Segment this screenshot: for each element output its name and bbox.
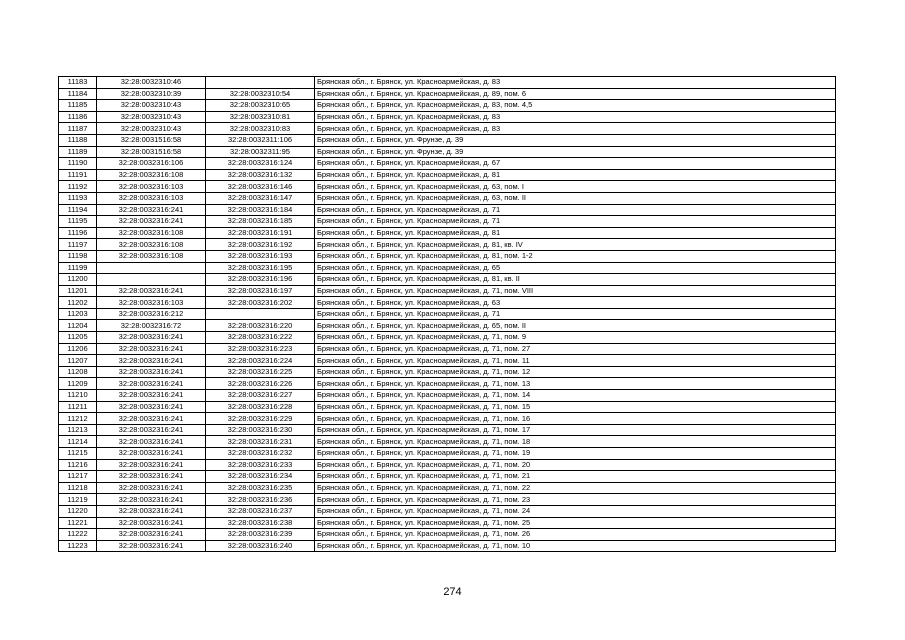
row-number-cell: 11206	[59, 343, 97, 355]
table-row	[59, 378, 836, 390]
object-cadastral-number-cell: 32:28:0032316:227	[206, 390, 315, 402]
table-row	[59, 401, 836, 413]
row-number-cell: 11221	[59, 517, 97, 529]
object-cadastral-number-cell: 32:28:0032310:81	[206, 111, 315, 123]
object-cadastral-number-cell: 32:28:0032316:240	[206, 540, 315, 552]
address-cell: Брянская обл., г. Брянск, ул. Красноармейская, д. 71, пом. 26	[315, 529, 836, 541]
parcel-cadastral-number-cell: 32:28:0032316:241	[97, 285, 206, 297]
table-row	[59, 517, 836, 529]
address-cell: Брянская обл., г. Брянск, ул. Красноармейская, д. 83	[315, 123, 836, 135]
row-number-cell: 11194	[59, 204, 97, 216]
page-number: 274	[443, 586, 462, 598]
table-row	[59, 250, 836, 262]
parcel-cadastral-number-cell: 32:28:0032316:108	[97, 250, 206, 262]
object-cadastral-number-cell: 32:28:0032316:185	[206, 216, 315, 228]
parcel-cadastral-number-cell: 32:28:0032316:241	[97, 471, 206, 483]
parcel-cadastral-number-cell: 32:28:0032316:72	[97, 320, 206, 332]
address-cell: Брянская обл., г. Брянск, ул. Красноармейская, д. 71, пом. 20	[315, 459, 836, 471]
address-cell: Брянская обл., г. Брянск, ул. Красноармейская, д. 71, пом. 14	[315, 390, 836, 402]
address-cell: Брянская обл., г. Брянск, ул. Красноармейская, д. 83	[315, 77, 836, 89]
table-row	[59, 471, 836, 483]
address-cell: Брянская обл., г. Брянск, ул. Красноармейская, д. 71, пом. 13	[315, 378, 836, 390]
object-cadastral-number-cell: 32:28:0032310:83	[206, 123, 315, 135]
address-cell: Брянская обл., г. Брянск, ул. Красноармейская, д. 71, пом. 25	[315, 517, 836, 529]
table-row	[59, 146, 836, 158]
row-number-cell: 11186	[59, 111, 97, 123]
object-cadastral-number-cell: 32:28:0032311:95	[206, 146, 315, 158]
object-cadastral-number-cell: 32:28:0032316:230	[206, 424, 315, 436]
object-cadastral-number-cell: 32:28:0032316:132	[206, 169, 315, 181]
table-row	[59, 494, 836, 506]
row-number-cell: 11200	[59, 274, 97, 286]
row-number-cell: 11189	[59, 146, 97, 158]
table-row	[59, 181, 836, 193]
object-cadastral-number-cell: 32:28:0032316:222	[206, 332, 315, 344]
parcel-cadastral-number-cell: 32:28:0032310:46	[97, 77, 206, 89]
address-cell: Брянская обл., г. Брянск, ул. Красноармейская, д. 71	[315, 204, 836, 216]
object-cadastral-number-cell: 32:28:0032316:184	[206, 204, 315, 216]
row-number-cell: 11209	[59, 378, 97, 390]
table-row	[59, 134, 836, 146]
parcel-cadastral-number-cell: 32:28:0032316:241	[97, 505, 206, 517]
table-row	[59, 274, 836, 286]
address-cell: Брянская обл., г. Брянск, ул. Красноармейская, д. 71, пом. 16	[315, 413, 836, 425]
address-cell: Брянская обл., г. Брянск, ул. Фрунзе, д. 39	[315, 146, 836, 158]
parcel-cadastral-number-cell: 32:28:0032316:108	[97, 239, 206, 251]
parcel-cadastral-number-cell: 32:28:0032316:241	[97, 343, 206, 355]
address-cell: Брянская обл., г. Брянск, ул. Красноармейская, д. 81, пом. 1-2	[315, 250, 836, 262]
row-number-cell: 11196	[59, 227, 97, 239]
table-row	[59, 320, 836, 332]
address-cell: Брянская обл., г. Брянск, ул. Красноармейская, д. 71, пом. 19	[315, 448, 836, 460]
parcel-cadastral-number-cell: 32:28:0032316:241	[97, 401, 206, 413]
table-row	[59, 297, 836, 309]
row-number-cell: 11215	[59, 448, 97, 460]
parcel-cadastral-number-cell: 32:28:0032316:108	[97, 169, 206, 181]
table-row	[59, 332, 836, 344]
object-cadastral-number-cell: 32:28:0032316:191	[206, 227, 315, 239]
row-number-cell: 11203	[59, 308, 97, 320]
parcel-cadastral-number-cell	[97, 274, 206, 286]
object-cadastral-number-cell: 32:28:0032316:225	[206, 366, 315, 378]
address-cell: Брянская обл., г. Брянск, ул. Красноармейская, д. 71, пом. 9	[315, 332, 836, 344]
row-number-cell: 11202	[59, 297, 97, 309]
table-row	[59, 123, 836, 135]
row-number-cell: 11208	[59, 366, 97, 378]
address-cell: Брянская обл., г. Брянск, ул. Красноармейская, д. 63	[315, 297, 836, 309]
address-cell: Брянская обл., г. Брянск, ул. Красноармейская, д. 67	[315, 158, 836, 170]
table-row	[59, 285, 836, 297]
address-cell: Брянская обл., г. Брянск, ул. Красноармейская, д. 71, пом. 12	[315, 366, 836, 378]
parcel-cadastral-number-cell: 32:28:0032316:241	[97, 413, 206, 425]
object-cadastral-number-cell: 32:28:0032316:234	[206, 471, 315, 483]
row-number-cell: 11212	[59, 413, 97, 425]
row-number-cell: 11205	[59, 332, 97, 344]
address-cell: Брянская обл., г. Брянск, ул. Фрунзе, д. 39	[315, 134, 836, 146]
object-cadastral-number-cell: 32:28:0032316:197	[206, 285, 315, 297]
address-cell: Брянская обл., г. Брянск, ул. Красноармейская, д. 71, пом. 15	[315, 401, 836, 413]
address-cell: Брянская обл., г. Брянск, ул. Красноармейская, д. 63, пом. I	[315, 181, 836, 193]
row-number-cell: 11220	[59, 505, 97, 517]
parcel-cadastral-number-cell: 32:28:0032316:241	[97, 494, 206, 506]
address-cell: Брянская обл., г. Брянск, ул. Красноармейская, д. 71	[315, 308, 836, 320]
row-number-cell: 11216	[59, 459, 97, 471]
parcel-cadastral-number-cell: 32:28:0032316:241	[97, 529, 206, 541]
parcel-cadastral-number-cell: 32:28:0032316:103	[97, 297, 206, 309]
row-number-cell: 11190	[59, 158, 97, 170]
address-cell: Брянская обл., г. Брянск, ул. Красноармейская, д. 71, пом. VIII	[315, 285, 836, 297]
object-cadastral-number-cell: 32:28:0032316:228	[206, 401, 315, 413]
registry-table	[58, 76, 836, 552]
parcel-cadastral-number-cell: 32:28:0032316:103	[97, 181, 206, 193]
row-number-cell: 11199	[59, 262, 97, 274]
table-row	[59, 77, 836, 89]
address-cell: Брянская обл., г. Брянск, ул. Красноармейская, д. 71, пом. 24	[315, 505, 836, 517]
object-cadastral-number-cell: 32:28:0032316:195	[206, 262, 315, 274]
row-number-cell: 11207	[59, 355, 97, 367]
object-cadastral-number-cell: 32:28:0032316:233	[206, 459, 315, 471]
parcel-cadastral-number-cell: 32:28:0032316:241	[97, 216, 206, 228]
object-cadastral-number-cell: 32:28:0032316:202	[206, 297, 315, 309]
row-number-cell: 11187	[59, 123, 97, 135]
parcel-cadastral-number-cell: 32:28:0032316:241	[97, 366, 206, 378]
table-row	[59, 366, 836, 378]
table-row	[59, 100, 836, 112]
table-row	[59, 88, 836, 100]
address-cell: Брянская обл., г. Брянск, ул. Красноармейская, д. 83	[315, 111, 836, 123]
object-cadastral-number-cell	[206, 308, 315, 320]
address-cell: Брянская обл., г. Брянск, ул. Красноармейская, д. 83, пом. 4,5	[315, 100, 836, 112]
object-cadastral-number-cell: 32:28:0032310:65	[206, 100, 315, 112]
parcel-cadastral-number-cell: 32:28:0032310:39	[97, 88, 206, 100]
row-number-cell: 11210	[59, 390, 97, 402]
parcel-cadastral-number-cell: 32:28:0032316:241	[97, 204, 206, 216]
row-number-cell: 11192	[59, 181, 97, 193]
table-row	[59, 540, 836, 552]
parcel-cadastral-number-cell: 32:28:0032310:43	[97, 111, 206, 123]
parcel-cadastral-number-cell: 32:28:0032316:241	[97, 424, 206, 436]
table-row	[59, 169, 836, 181]
address-cell: Брянская обл., г. Брянск, ул. Красноармейская, д. 65, пом. II	[315, 320, 836, 332]
table-row	[59, 204, 836, 216]
row-number-cell: 11214	[59, 436, 97, 448]
row-number-cell: 11184	[59, 88, 97, 100]
object-cadastral-number-cell: 32:28:0032316:231	[206, 436, 315, 448]
address-cell: Брянская обл., г. Брянск, ул. Красноармейская, д. 71, пом. 17	[315, 424, 836, 436]
object-cadastral-number-cell: 32:28:0032316:196	[206, 274, 315, 286]
row-number-cell: 11193	[59, 192, 97, 204]
parcel-cadastral-number-cell: 32:28:0032316:241	[97, 390, 206, 402]
row-number-cell: 11204	[59, 320, 97, 332]
parcel-cadastral-number-cell: 32:28:0032316:108	[97, 227, 206, 239]
table-row	[59, 239, 836, 251]
table-row	[59, 482, 836, 494]
object-cadastral-number-cell: 32:28:0032311:106	[206, 134, 315, 146]
parcel-cadastral-number-cell: 32:28:0032316:212	[97, 308, 206, 320]
table-row	[59, 436, 836, 448]
parcel-cadastral-number-cell: 32:28:0032316:241	[97, 517, 206, 529]
parcel-cadastral-number-cell: 32:28:0032310:43	[97, 100, 206, 112]
row-number-cell: 11191	[59, 169, 97, 181]
address-cell: Брянская обл., г. Брянск, ул. Красноармейская, д. 81	[315, 227, 836, 239]
parcel-cadastral-number-cell: 32:28:0032316:241	[97, 482, 206, 494]
object-cadastral-number-cell: 32:28:0032316:223	[206, 343, 315, 355]
table-row	[59, 216, 836, 228]
address-cell: Брянская обл., г. Брянск, ул. Красноармейская, д. 71, пом. 10	[315, 540, 836, 552]
row-number-cell: 11219	[59, 494, 97, 506]
table-row	[59, 158, 836, 170]
parcel-cadastral-number-cell: 32:28:0032316:241	[97, 459, 206, 471]
address-cell: Брянская обл., г. Брянск, ул. Красноармейская, д. 71, пом. 21	[315, 471, 836, 483]
row-number-cell: 11185	[59, 100, 97, 112]
object-cadastral-number-cell: 32:28:0032316:237	[206, 505, 315, 517]
object-cadastral-number-cell: 32:28:0032316:232	[206, 448, 315, 460]
parcel-cadastral-number-cell	[97, 262, 206, 274]
address-cell: Брянская обл., г. Брянск, ул. Красноармейская, д. 71	[315, 216, 836, 228]
object-cadastral-number-cell: 32:28:0032316:226	[206, 378, 315, 390]
address-cell: Брянская обл., г. Брянск, ул. Красноармейская, д. 63, пом. II	[315, 192, 836, 204]
table-row	[59, 355, 836, 367]
row-number-cell: 11188	[59, 134, 97, 146]
row-number-cell: 11183	[59, 77, 97, 89]
object-cadastral-number-cell: 32:28:0032316:193	[206, 250, 315, 262]
object-cadastral-number-cell	[206, 77, 315, 89]
address-cell: Брянская обл., г. Брянск, ул. Красноармейская, д. 71, пом. 27	[315, 343, 836, 355]
parcel-cadastral-number-cell: 32:28:0032316:241	[97, 540, 206, 552]
table-row	[59, 505, 836, 517]
address-cell: Брянская обл., г. Брянск, ул. Красноармейская, д. 71, пом. 23	[315, 494, 836, 506]
table-row	[59, 262, 836, 274]
parcel-cadastral-number-cell: 32:28:0031516:58	[97, 134, 206, 146]
row-number-cell: 11218	[59, 482, 97, 494]
table-row	[59, 413, 836, 425]
parcel-cadastral-number-cell: 32:28:0032316:241	[97, 332, 206, 344]
object-cadastral-number-cell: 32:28:0032316:146	[206, 181, 315, 193]
table-row	[59, 424, 836, 436]
row-number-cell: 11223	[59, 540, 97, 552]
row-number-cell: 11213	[59, 424, 97, 436]
object-cadastral-number-cell: 32:28:0032316:224	[206, 355, 315, 367]
address-cell: Брянская обл., г. Брянск, ул. Красноармейская, д. 81	[315, 169, 836, 181]
object-cadastral-number-cell: 32:28:0032310:54	[206, 88, 315, 100]
object-cadastral-number-cell: 32:28:0032316:229	[206, 413, 315, 425]
address-cell: Брянская обл., г. Брянск, ул. Красноармейская, д. 71, пом. 18	[315, 436, 836, 448]
row-number-cell: 11198	[59, 250, 97, 262]
table-row	[59, 111, 836, 123]
table-row	[59, 390, 836, 402]
address-cell: Брянская обл., г. Брянск, ул. Красноармейская, д. 81, кв. IV	[315, 239, 836, 251]
table-row	[59, 343, 836, 355]
address-cell: Брянская обл., г. Брянск, ул. Красноармейская, д. 71, пом. 11	[315, 355, 836, 367]
address-cell: Брянская обл., г. Брянск, ул. Красноармейская, д. 65	[315, 262, 836, 274]
object-cadastral-number-cell: 32:28:0032316:235	[206, 482, 315, 494]
address-cell: Брянская обл., г. Брянск, ул. Красноармейская, д. 71, пом. 22	[315, 482, 836, 494]
table-row	[59, 459, 836, 471]
object-cadastral-number-cell: 32:28:0032316:238	[206, 517, 315, 529]
object-cadastral-number-cell: 32:28:0032316:236	[206, 494, 315, 506]
object-cadastral-number-cell: 32:28:0032316:239	[206, 529, 315, 541]
parcel-cadastral-number-cell: 32:28:0032316:106	[97, 158, 206, 170]
row-number-cell: 11197	[59, 239, 97, 251]
row-number-cell: 11195	[59, 216, 97, 228]
table-row	[59, 448, 836, 460]
parcel-cadastral-number-cell: 32:28:0031516:58	[97, 146, 206, 158]
row-number-cell: 11211	[59, 401, 97, 413]
address-cell: Брянская обл., г. Брянск, ул. Красноармейская, д. 89, пом. 6	[315, 88, 836, 100]
object-cadastral-number-cell: 32:28:0032316:220	[206, 320, 315, 332]
table-row	[59, 529, 836, 541]
table-row	[59, 227, 836, 239]
parcel-cadastral-number-cell: 32:28:0032316:241	[97, 378, 206, 390]
row-number-cell: 11222	[59, 529, 97, 541]
parcel-cadastral-number-cell: 32:28:0032316:103	[97, 192, 206, 204]
object-cadastral-number-cell: 32:28:0032316:124	[206, 158, 315, 170]
row-number-cell: 11217	[59, 471, 97, 483]
table-row	[59, 308, 836, 320]
object-cadastral-number-cell: 32:28:0032316:192	[206, 239, 315, 251]
row-number-cell: 11201	[59, 285, 97, 297]
registry-table-body	[59, 77, 836, 552]
address-cell: Брянская обл., г. Брянск, ул. Красноармейская, д. 81, кв. II	[315, 274, 836, 286]
object-cadastral-number-cell: 32:28:0032316:147	[206, 192, 315, 204]
table-row	[59, 192, 836, 204]
parcel-cadastral-number-cell: 32:28:0032316:241	[97, 436, 206, 448]
parcel-cadastral-number-cell: 32:28:0032316:241	[97, 448, 206, 460]
parcel-cadastral-number-cell: 32:28:0032310:43	[97, 123, 206, 135]
parcel-cadastral-number-cell: 32:28:0032316:241	[97, 355, 206, 367]
